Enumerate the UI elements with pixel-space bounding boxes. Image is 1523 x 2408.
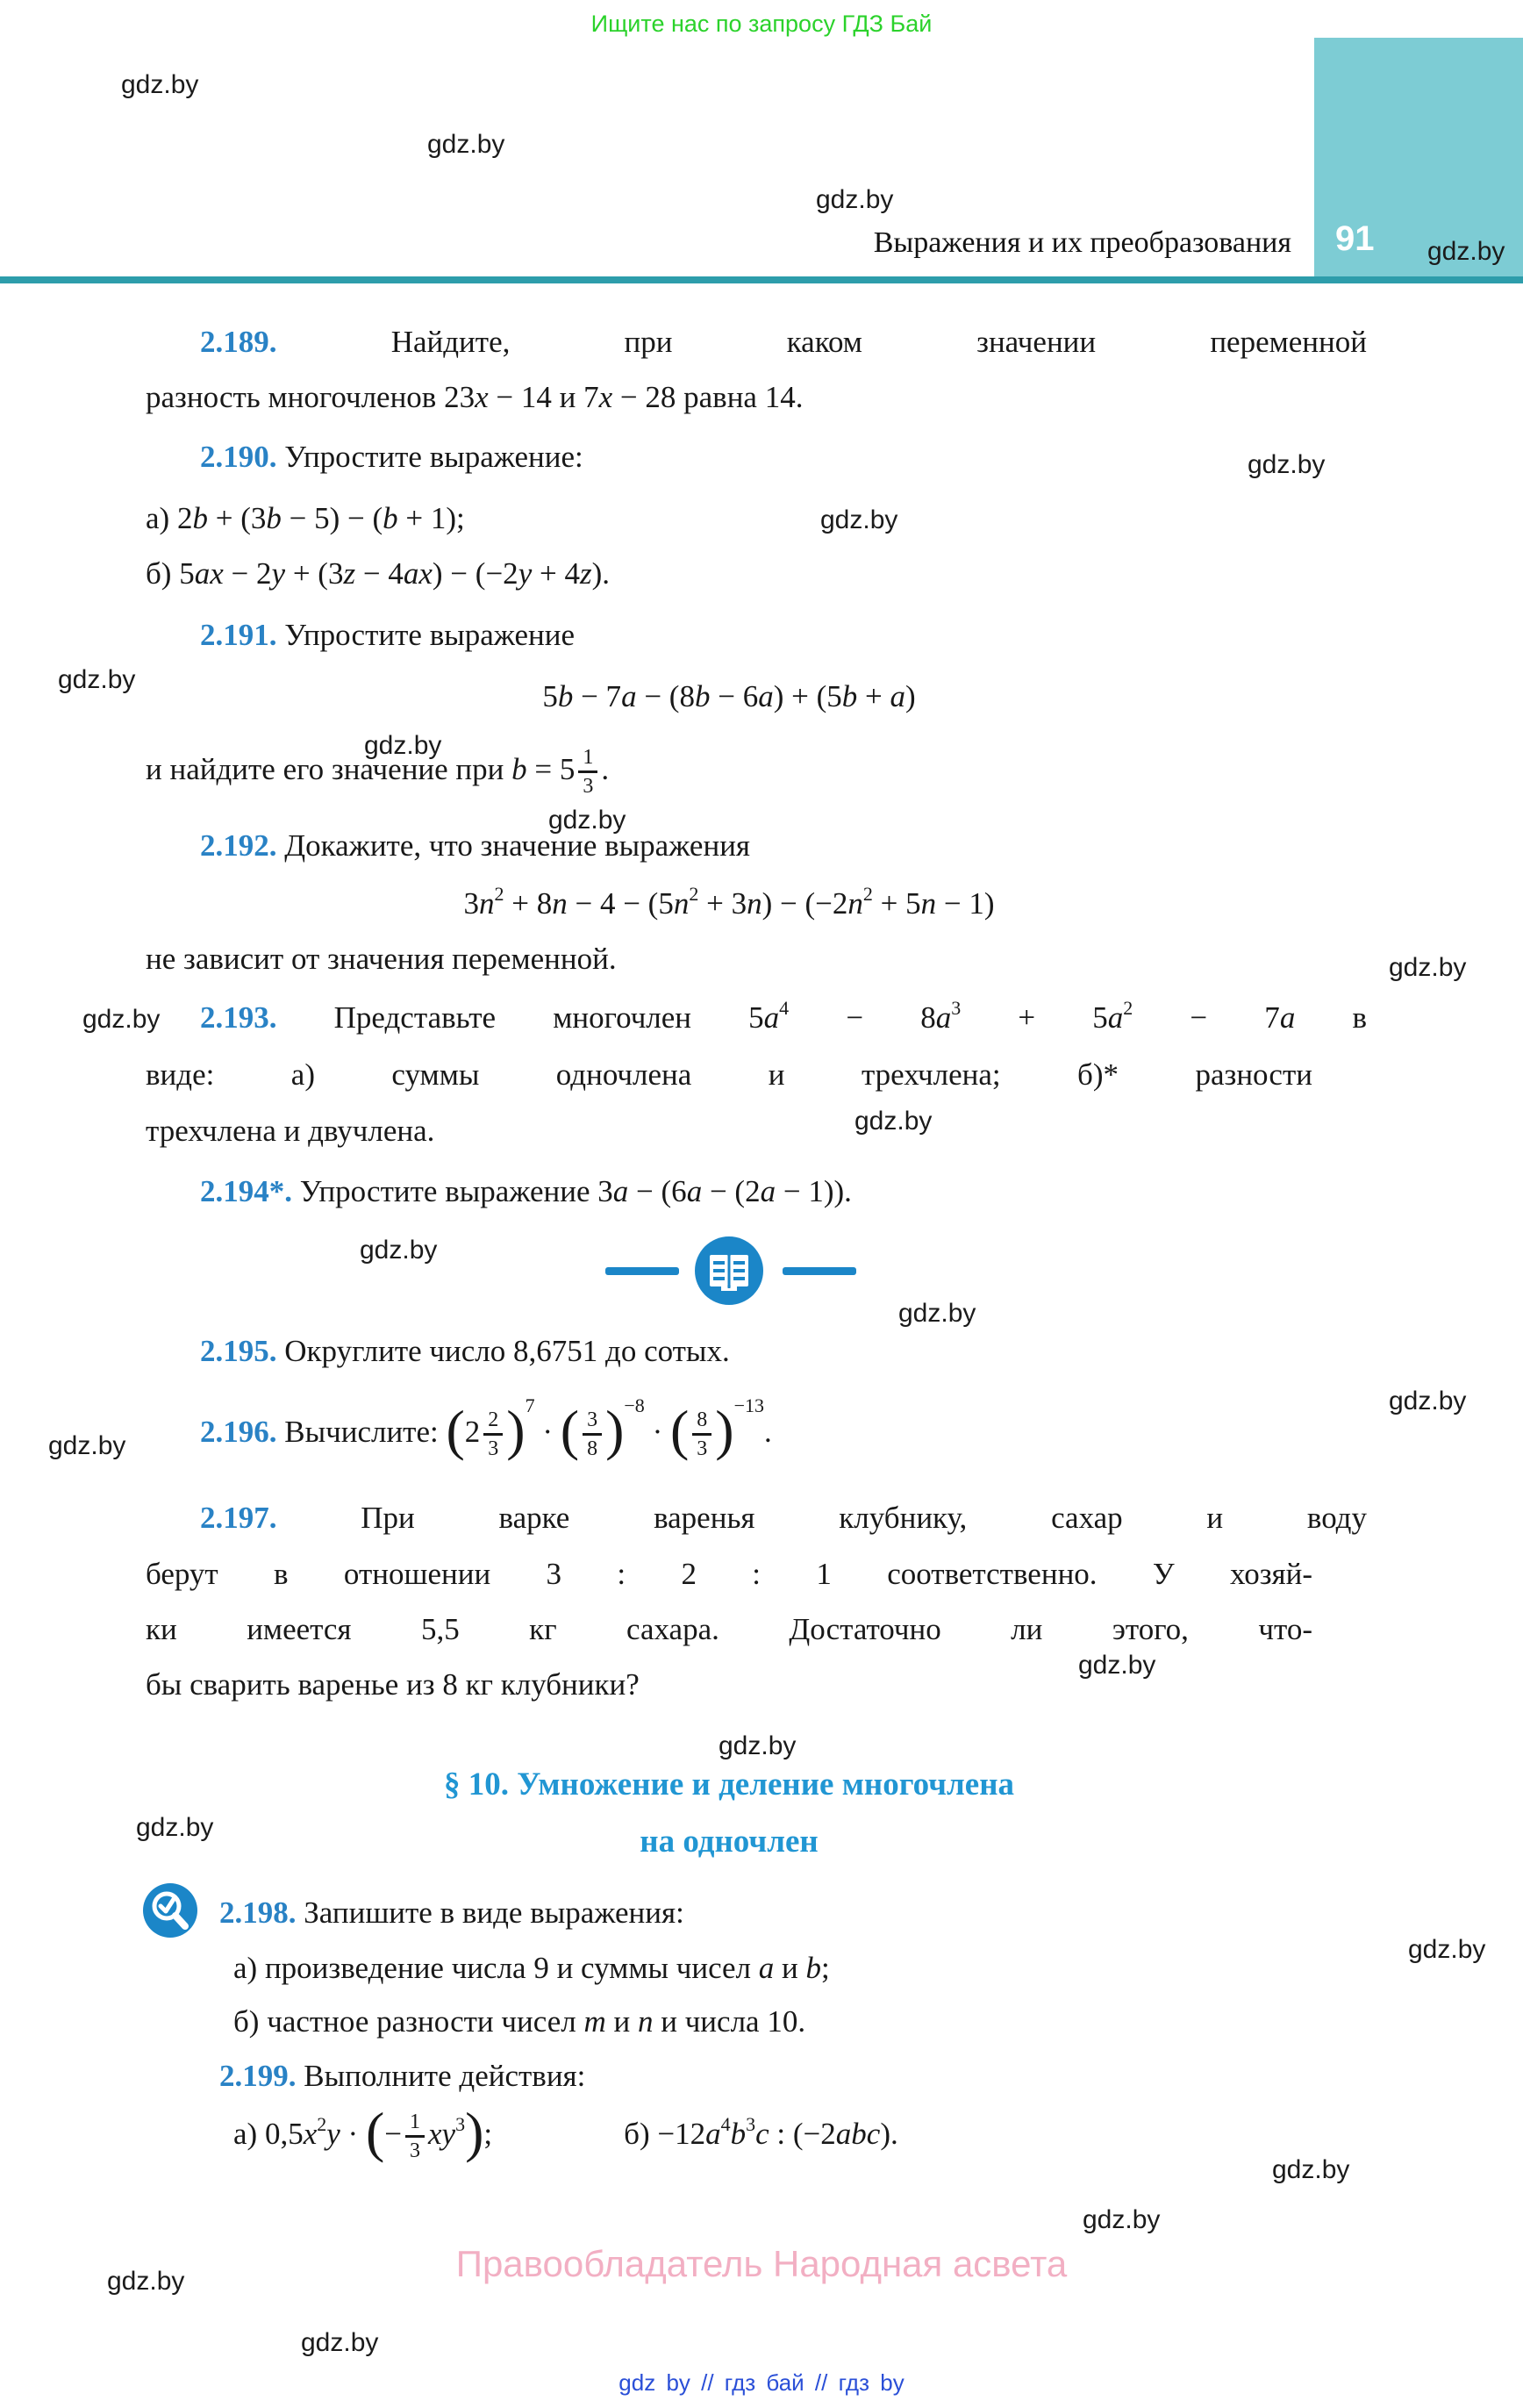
text-segment: n <box>847 886 863 921</box>
fraction-numerator: 8 <box>697 1408 708 1431</box>
text-segment: −8 <box>624 1394 645 1416</box>
problem-number: 2.196. <box>200 1415 277 1449</box>
text-segment: + 1); <box>397 501 465 535</box>
text-segment: − (2 <box>702 1174 761 1208</box>
text-segment: а) произведение числа 9 и суммы чисел <box>233 1951 759 1985</box>
text-segment: · <box>534 1415 561 1449</box>
text-segment: виде: а) суммы одночлена и трехчлена; б)* разности <box>146 1057 1312 1092</box>
text-segment: b <box>511 752 527 786</box>
text-segment: : (−2 <box>769 2117 836 2151</box>
gdz-watermark: gdz.by <box>820 505 898 534</box>
text-segment: − 8 <box>789 1000 936 1035</box>
problem-number: 2.198. <box>219 1896 297 1930</box>
text-segment: + 5 <box>872 886 921 921</box>
text-segment: n <box>747 886 762 921</box>
text-segment: + <box>857 679 890 713</box>
text-segment: a <box>705 2117 721 2151</box>
text-segment: ). <box>591 556 611 591</box>
fraction-numerator: 1 <box>583 745 594 769</box>
text-segment: b <box>266 501 282 535</box>
text-segment: ) <box>465 2101 484 2163</box>
magnifier-check-icon <box>143 1883 197 1942</box>
problem-2198-item-a <box>146 1940 1400 1996</box>
problem-2192-equation <box>146 876 1312 931</box>
problem-2190-line1 <box>146 429 1367 484</box>
text-segment: + 4 <box>532 556 580 591</box>
open-book-icon <box>695 1236 763 1309</box>
text-segment: xy <box>428 2117 456 2151</box>
text-segment: a <box>935 1000 952 1035</box>
text-segment: + 3 <box>698 886 747 921</box>
text-segment: 3 <box>746 2113 756 2135</box>
text-segment: · <box>340 2117 366 2151</box>
text-segment: ). <box>880 2117 898 2151</box>
problem-2189-line2 <box>146 369 1312 425</box>
gdz-watermark: gdz.by <box>1078 1651 1156 1680</box>
text-segment: ; <box>821 1951 830 1985</box>
problem-2199-items <box>146 2101 1400 2163</box>
text-segment: 3 <box>463 886 479 921</box>
text-segment: n <box>673 886 690 921</box>
problem-2198-item-b <box>146 1994 1400 2049</box>
text-segment: · <box>644 1415 670 1449</box>
text-segment: ) <box>905 679 916 713</box>
gdz-watermark: gdz.by <box>48 1431 126 1460</box>
fraction-denominator: 3 <box>405 2135 425 2161</box>
text-segment: 4 <box>720 2113 731 2135</box>
gdz-watermark: gdz.by <box>107 2267 185 2296</box>
text-segment: и <box>605 2004 638 2039</box>
text-segment: 7 <box>525 1394 535 1416</box>
text-segment: + (3 <box>285 556 344 591</box>
text-segment: b <box>694 679 711 713</box>
problem-2191-equation <box>146 669 1312 724</box>
text-segment: ax <box>403 556 433 591</box>
text-segment: на одночлен <box>640 1824 819 1860</box>
fraction <box>483 1409 503 1459</box>
text-segment: не зависит от значения переменной. <box>146 942 617 976</box>
text-segment: x <box>475 380 489 414</box>
problem-number: 2.199. <box>219 2059 297 2093</box>
problem-2192-line2 <box>146 931 1312 986</box>
text-segment: = 5 <box>526 752 576 786</box>
text-segment: a <box>890 679 906 713</box>
problem-2194-line1 <box>146 1164 1367 1219</box>
text-segment: b <box>192 501 208 535</box>
fraction <box>405 2111 425 2161</box>
gdz-watermark: gdz.by <box>1389 1387 1467 1415</box>
text-segment: Докажите, что значение выражения <box>276 828 751 863</box>
text-segment: берут в отношении 3 : 2 : 1 соответственно. У хозяй- <box>146 1557 1312 1591</box>
gdz-watermark: gdz.by <box>1272 2155 1350 2184</box>
problem-number: 2.195. <box>200 1334 277 1368</box>
problem-number: 2.193. <box>200 1000 277 1035</box>
problem-2193-line1 <box>146 990 1367 1045</box>
text-segment: − <box>384 2117 403 2151</box>
problem-2191-line2 <box>146 742 1312 797</box>
text-segment: ) − (−2 <box>432 556 518 591</box>
divider-dash-right <box>783 1267 856 1275</box>
text-segment: b <box>730 2117 747 2151</box>
fraction <box>692 1409 711 1459</box>
problem-number: 2.190. <box>200 440 277 474</box>
exercises-content <box>146 0 1367 2408</box>
gdz-watermark: gdz.by <box>854 1107 933 1136</box>
problem-number: 2.191. <box>200 618 277 652</box>
text-segment: abc <box>835 2117 881 2151</box>
section-divider <box>0 1236 1523 1307</box>
text-segment: ) + (5 <box>773 679 842 713</box>
text-segment: Упростите выражение 3 <box>292 1174 613 1208</box>
fraction <box>583 1409 602 1459</box>
problem-2192-line1 <box>146 818 1367 873</box>
text-segment: разность многочленов 23 <box>146 380 475 414</box>
fraction-denominator: 8 <box>583 1433 602 1459</box>
text-segment: 2 <box>464 1415 481 1449</box>
text-segment: − 4 <box>355 556 404 591</box>
fraction <box>578 747 597 797</box>
text-segment: n <box>552 886 568 921</box>
text-segment: − 28 равна 14. <box>612 380 804 414</box>
text-segment: 2 <box>862 883 873 905</box>
text-segment: n <box>920 886 937 921</box>
text-segment: a <box>621 679 637 713</box>
text-segment: a <box>1107 1000 1124 1035</box>
section-heading-line1 <box>146 1757 1312 1812</box>
text-segment: y <box>271 556 286 591</box>
text-segment: Округлите число 8,6751 до сотых. <box>276 1334 730 1368</box>
text-segment: ) <box>605 1399 625 1461</box>
text-segment: − 1) <box>936 886 995 921</box>
text-segment: b <box>557 679 574 713</box>
problem-number: 2.197. <box>200 1501 277 1535</box>
text-segment: z <box>579 556 592 591</box>
text-segment: Упростите выражение <box>276 618 576 652</box>
text-segment: + 8 <box>504 886 553 921</box>
problem-number: 2.192. <box>200 828 277 863</box>
problem-2193-line3 <box>146 1103 1312 1158</box>
problem-2198-line1 <box>146 1885 1386 1940</box>
chapter-title: Выражения и их преобразования <box>873 226 1291 259</box>
text-segment: c <box>755 2117 769 2151</box>
problem-2190-item-b <box>146 546 1312 601</box>
text-segment: z <box>343 556 356 591</box>
text-segment: § 10. Умножение и деление многочлена <box>443 1767 1015 1802</box>
text-segment: Представьте многочлен 5 <box>276 1000 764 1035</box>
text-segment: b <box>841 679 858 713</box>
fraction-numerator: 2 <box>488 1408 499 1431</box>
text-segment: m <box>583 2004 606 2039</box>
section-heading-line2 <box>146 1814 1312 1869</box>
problem-2197-line1 <box>146 1490 1367 1545</box>
problem-2196-line1 <box>146 1394 1367 1461</box>
text-segment: б) −12 <box>624 2117 706 2151</box>
text-segment: 5 <box>542 679 558 713</box>
text-segment: − 6 <box>710 679 759 713</box>
promo-banner: Ищите нас по запросу ГДЗ Бай <box>590 11 933 37</box>
text-segment: а) 0,5 <box>233 2117 304 2151</box>
text-segment: − 7 <box>1133 1000 1280 1035</box>
gdz-watermark: gdz.by <box>816 185 894 214</box>
text-segment: a <box>760 1174 776 1208</box>
text-segment: − 4 − (5 <box>567 886 674 921</box>
text-segment: ( <box>560 1399 580 1461</box>
problem-2190-item-a <box>146 491 1312 546</box>
text-segment: ( <box>365 2101 385 2163</box>
text-segment: 2 <box>494 883 504 905</box>
text-segment: 3 <box>455 2113 466 2135</box>
text-segment: − 7 <box>573 679 622 713</box>
fraction-denominator: 3 <box>578 770 597 797</box>
text-segment: и числа 10. <box>653 2004 806 2039</box>
gdz-watermark: gdz.by <box>360 1236 438 1265</box>
text-segment: b <box>805 1951 822 1985</box>
text-segment: Найдите, при каком значении переменной <box>276 325 1367 359</box>
text-segment: − 1)). <box>776 1174 852 1208</box>
gdz-watermark: gdz.by <box>1408 1935 1486 1964</box>
text-segment: −13 <box>733 1394 765 1416</box>
problem-number: 2.194*. <box>200 1174 292 1208</box>
gdz-watermark: gdz.by <box>1248 450 1326 479</box>
gdz-watermark: gdz.by <box>427 130 505 159</box>
text-segment: y <box>326 2117 340 2151</box>
text-segment: x <box>598 380 613 414</box>
text-segment: а) 2 <box>146 501 193 535</box>
text-segment: a <box>1279 1000 1296 1035</box>
text-segment: ax <box>194 556 224 591</box>
text-segment: + (3 <box>207 501 267 535</box>
text-segment: Выполните действия: <box>296 2059 586 2093</box>
problem-2193-line2 <box>146 1047 1312 1102</box>
gdz-watermark: gdz.by <box>364 731 442 760</box>
text-segment: 2 <box>1123 997 1133 1019</box>
text-segment: − 2 <box>223 556 272 591</box>
gdz-watermark: gdz.by <box>548 806 626 835</box>
text-segment: − 14 и 7 <box>488 380 599 414</box>
gdz-watermark: gdz.by <box>136 1813 214 1842</box>
text-segment: x <box>303 2117 318 2151</box>
problem-2191-line1 <box>146 607 1367 663</box>
text-segment: . <box>764 1415 772 1449</box>
text-segment: 3 <box>951 997 962 1019</box>
gdz-watermark: gdz.by <box>1389 953 1467 982</box>
text-segment: n <box>478 886 495 921</box>
text-segment: 2 <box>317 2113 327 2135</box>
text-segment: ки имеется 5,5 кг сахара. Достаточно ли этого, что- <box>146 1612 1312 1646</box>
text-segment: − (8 <box>636 679 695 713</box>
text-segment: ; <box>483 2117 493 2151</box>
gdz-watermark: gdz.by <box>1083 2205 1161 2234</box>
text-segment: y <box>518 556 533 591</box>
text-segment: б) 5 <box>146 556 195 591</box>
text-segment: n <box>637 2004 654 2039</box>
text-segment: a <box>686 1174 703 1208</box>
text-segment: ) <box>506 1399 526 1461</box>
text-segment: При варке варенья клубнику, сахар и воду <box>276 1501 1367 1535</box>
problem-2199-line1 <box>146 2048 1386 2103</box>
text-segment: + 5 <box>961 1000 1108 1035</box>
text-segment: б) частное разности чисел <box>233 2004 584 2039</box>
text-segment: ( <box>446 1399 465 1461</box>
gdz-watermark: gdz.by <box>719 1731 797 1760</box>
text-segment: и <box>774 1951 806 1985</box>
gdz-watermark: gdz.by <box>82 1005 161 1034</box>
text-segment: в <box>1295 1000 1367 1035</box>
text-segment: трехчлена и двучлена. <box>146 1114 435 1148</box>
text-segment: − (6 <box>628 1174 687 1208</box>
gdz-watermark: gdz.by <box>1427 237 1505 266</box>
text-segment: a <box>758 1951 775 1985</box>
text-segment: a <box>758 679 774 713</box>
copyright-notice: Правообладатель Народная асвета <box>455 2243 1068 2284</box>
problem-number: 2.189. <box>200 325 277 359</box>
text-segment: − 5) − ( <box>281 501 383 535</box>
text-segment: ( <box>669 1399 690 1461</box>
text-segment: Вычислите: <box>276 1415 447 1449</box>
text-segment: бы сварить варенье из 8 кг клубники? <box>146 1667 640 1702</box>
text-segment: a <box>763 1000 780 1035</box>
text-segment: и найдите его значение при <box>146 752 512 786</box>
problem-2189-line1 <box>146 314 1367 369</box>
text-segment: 4 <box>779 997 790 1019</box>
fraction-denominator: 3 <box>692 1433 711 1459</box>
footer-links[interactable]: gdz by // гдз бай // гдз by <box>618 2369 905 2396</box>
gdz-watermark: gdz.by <box>301 2328 379 2357</box>
fraction-denominator: 3 <box>483 1433 503 1459</box>
fraction-numerator: 1 <box>410 2110 421 2133</box>
problem-2197-line2 <box>146 1546 1312 1602</box>
text-segment: Запишите в виде выражения: <box>296 1896 684 1930</box>
page-number: 91 <box>1335 219 1375 258</box>
text-segment: b <box>383 501 398 535</box>
gdz-watermark: gdz.by <box>898 1299 976 1328</box>
text-segment: a <box>612 1174 629 1208</box>
text-segment: . <box>601 752 610 786</box>
text-segment: ) <box>715 1399 734 1461</box>
gdz-watermark: gdz.by <box>121 70 199 99</box>
divider-dash-left <box>605 1267 679 1275</box>
fraction-numerator: 3 <box>587 1408 598 1431</box>
problem-2195-line1 <box>146 1323 1367 1379</box>
problem-2197-line3 <box>146 1602 1312 1657</box>
text-segment: 2 <box>689 883 699 905</box>
gdz-watermark: gdz.by <box>58 665 136 694</box>
text-segment: Упростите выражение: <box>276 440 583 474</box>
text-segment: ) − (−2 <box>762 886 848 921</box>
